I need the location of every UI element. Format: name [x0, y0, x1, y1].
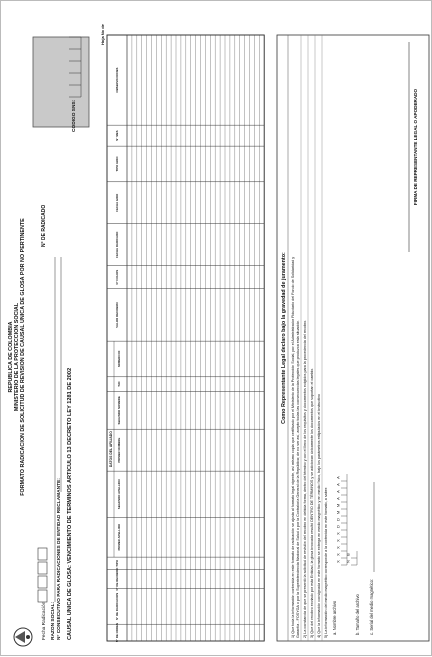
filename-letter: X [335, 546, 341, 549]
column-header: NUMERO ID [117, 350, 121, 368]
consecutive-label: N° CONSECUTIVO PARA RADICACIONES DE ENTIDAD RECLAMANTE: [57, 478, 62, 640]
column-header: OBSERVACIONES [115, 67, 119, 93]
ministry-title: MINISTERIO DE LA PROTECCION SOCIAL [14, 302, 20, 412]
column-header: TIPO GIRO [115, 156, 119, 172]
filename-letter: A [335, 497, 341, 500]
field-a-label: a. Nombre archivo [332, 600, 337, 635]
landscape-content [8, 23, 429, 646]
section-title: CAUSAL UNICA DE GLOSA: VENCIMIENTO DE TERMINOS ARTICULO 13 DECRETO LEY 1281 DE 2002 [67, 367, 73, 640]
declaration-item-1b: Garantía - FOSYGA o por la Superintendencia Nacional de Salud o por la Contraloría General de la República; de no ser así, acepto todas las consecuencias legales que produzca esta situación. [296, 319, 300, 638]
column-header: PRIMER NOMBRE [117, 437, 121, 463]
declaration-item-3: 3) Que del recobro enviado por esta Entidad, la glosa invocada resultó DENTRO DE TÉRMINOS y se adicionan únicamente los documentos que soportan el cambio. [310, 367, 314, 638]
form-canvas [1, 1, 432, 657]
column-header: SEGUNDO NOMBRE [117, 396, 121, 425]
declaration-item-2: 2) La constancia de que se presentó la solicitud de revisión del recobro en debida forma, dentro del término y con el lleno de los requisitos y documentos exigidos para la procedencia del recobro. [303, 319, 307, 638]
column-header: VALOR RECOBRO [115, 302, 119, 328]
razon-social-label: RAZON SOCIAL: [51, 601, 56, 640]
signature-label: FIRMA DE REPRESENTANTE LEGAL O APODERADO [413, 88, 418, 206]
column-header: N° DE RECIBIDO [115, 567, 119, 591]
filesize-letter: B [345, 553, 351, 556]
declaration-title: Como Representante Legal declaro bajo la gravedad de juramento: [281, 252, 287, 424]
column-header: FECHA RADICADO [115, 231, 119, 258]
claims-grid [107, 35, 264, 642]
declaration-item-4: 4) Que la información consignada en este formato se entrega en medio magnético y en medio físico, bajo los parámetros estipulados en el instructivo [317, 394, 321, 638]
radicado-stamp-box[interactable] [33, 37, 89, 127]
column-header: N° DE RADICACION [115, 592, 119, 621]
filename-letter: A [335, 476, 341, 479]
declaration-item-1a: 1) Que toda la información contenida en este formato de radicación se ajusta al formato legal vigente, así mismo copia que certificado por el Ministerio de la Protección Social, por el Administrador Fiduciario del Fondo de Solidaridad y [291, 256, 295, 638]
filename-letter: A [335, 483, 341, 486]
filename-letter: X [335, 560, 341, 563]
filename-letter: X [335, 532, 341, 535]
column-header: SEGUNDO APELLIDO [117, 479, 121, 510]
radicado-label: N° DE RADICADO [41, 204, 47, 247]
field-c-label: c. Serial del medio magnético: [369, 578, 374, 635]
filename-letter: X [335, 539, 341, 542]
grid-frame [107, 35, 264, 641]
column-header: PRIMER APELLIDO [117, 523, 121, 551]
sns-code-label: CODIGO SNS: [72, 99, 77, 132]
declaration-item-5: 5) La información del medio magnético corresponde a la contenida en este formato, a saber: [324, 486, 328, 638]
column-header: T.ID [117, 381, 121, 387]
column-header: FECHA GIRO [115, 193, 119, 212]
filename-letter: X [335, 553, 341, 556]
filesize-letter: N [345, 560, 351, 563]
logo-seal [14, 628, 32, 646]
filesize-letter-cells[interactable] [346, 551, 358, 565]
form-title: FORMATO RADICACION DE SOLICITUD DE REVISION DE CAUSAL UNICA DE GLOSA POR NO PERTINENTE [20, 218, 26, 496]
declaration-box [277, 35, 429, 641]
filename-letter-cells[interactable] [336, 474, 348, 565]
filename-letter: D [335, 525, 341, 528]
column-header: N° DE ORDEN [115, 622, 119, 643]
date-boxes[interactable] [38, 548, 47, 602]
filename-letter: A [335, 490, 341, 493]
country-title: REPUBLICA DE COLOMBIA [8, 321, 14, 393]
field-b-label: b. Tamaño del archivo [355, 594, 360, 635]
filename-letter: M [335, 510, 341, 515]
filename-letter: D [335, 518, 341, 521]
page-note: Hoja No de [100, 24, 105, 45]
column-header: N° MES [115, 130, 119, 141]
column-header: TIPO [115, 560, 119, 567]
filename-letter: M [335, 503, 341, 508]
column-header: N° FOLIOS [115, 269, 119, 285]
group-header-afiliado: DATOS DEL AFILIADO [109, 431, 113, 468]
date-label: Fecha Radicación [42, 601, 47, 640]
